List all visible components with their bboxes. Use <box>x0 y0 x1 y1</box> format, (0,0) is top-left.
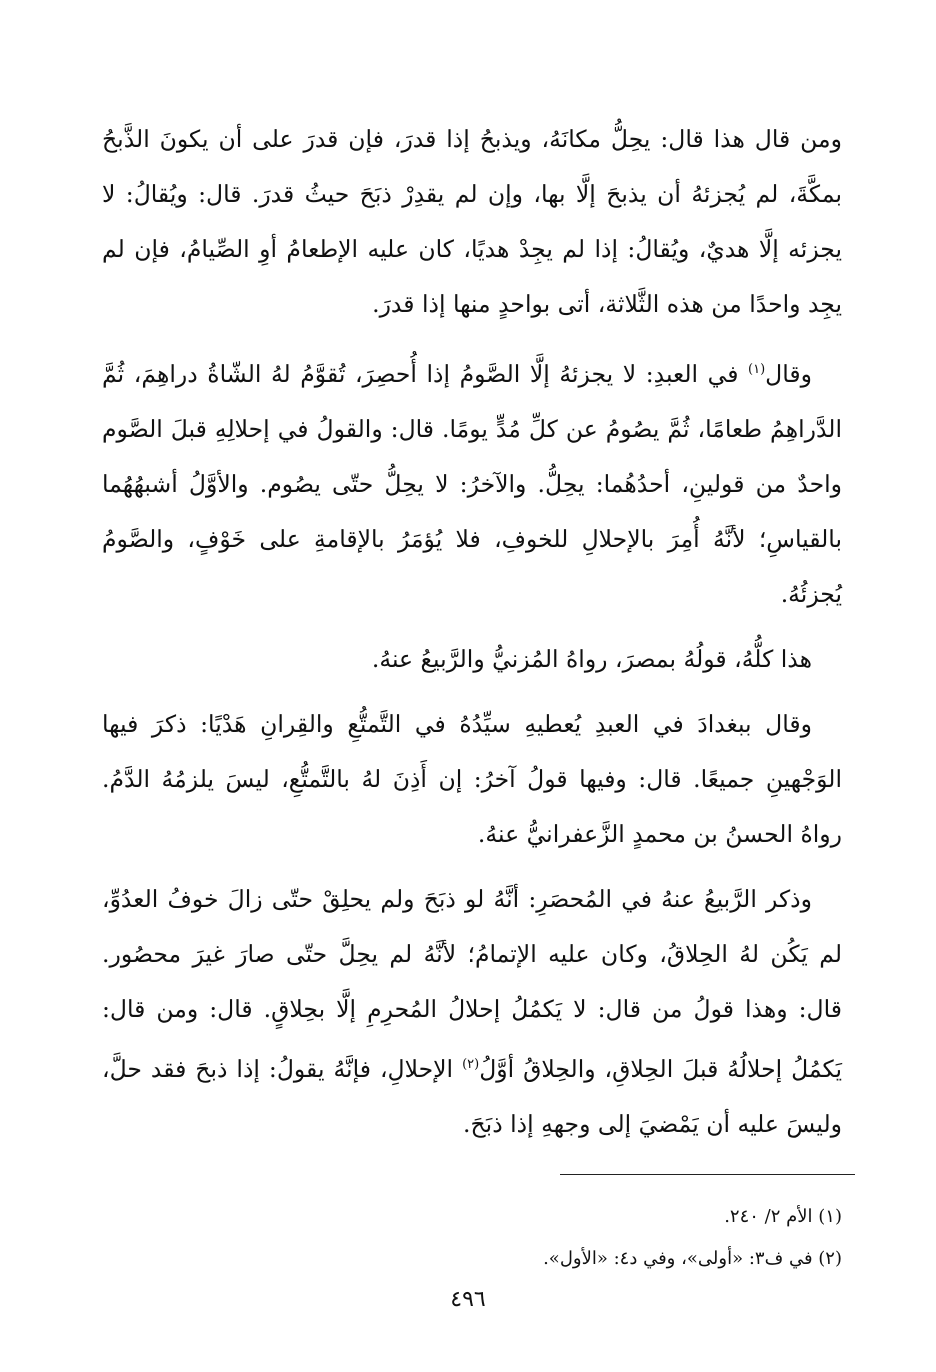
paragraph-text: في العبدِ: لا يجزئهُ إلَّا الصَّومُ إذا أُحصِرَ، تُقوَّمُ لهُ الشّاةُ دراهِمَ، ثُمَّ الدَّراهِمُ طعامًا، ثُمَّ يصُومُ عن كلِّ مُدٍّ يومًا. قال: والقولُ في إحلالِهِ قبلَ الصَّوم واحدٌ من قولينِ، أحدُهُما: يحِلُّ. والآخرُ: لا يحِلُّ حتّى يصُوم. والأوَّلُ أشبهُهُما بالقياسِ؛ لأنَّهُ أُمِرَ بالإحلالِ للخوفِ، فلا يُؤمَرُ بالإقامةِ على خَوْفٍ، والصَّومُ يُجزئُهُ. <box>102 360 842 608</box>
paragraph: ومن قال هذا قال: يحِلُّ مكانَهُ، ويذبحُ إذا قدرَ، فإن قدرَ على أن يكونَ الذَّبحُ بمكَّةَ، لم يُجزئهُ أن يذبحَ إلَّا بها، وإن لم يقدِرْ ذبَحَ حيثُ قدرَ. قال: ويُقالُ: لا يجزئه إلَّا هديٌ، ويُقالُ: إذا لم يجِدْ هديًا، كان عليه الإطعامُ أوِ الصِّيامُ، فإن لم يجِد واحدًا من هذه الثَّلاثة، أتى بواحدٍ منها إذا قدرَ. <box>102 125 842 318</box>
paragraph <box>102 342 842 622</box>
footnote: (١) الأم ٢/ ٢٤٠. <box>724 1206 842 1227</box>
paragraph <box>102 872 842 1152</box>
page-number: ٤٩٦ <box>450 1287 486 1312</box>
page-body <box>102 112 842 1162</box>
footnote-divider <box>560 1174 855 1175</box>
footnote-marker: (١) <box>748 362 766 377</box>
footnote: (٢) في ف٣: «أولى»، وفي د٤: «الأول». <box>543 1248 842 1269</box>
paragraph: هذا كلُّهُ، قولُهُ بمصرَ، رواهُ المُزنيُّ والرَّبيعُ عنهُ. <box>371 645 812 673</box>
paragraph-text: وقال <box>765 360 812 388</box>
paragraph-text: وذكر الرَّبيعُ عنهُ في المُحصَرِ: أنَّهُ لو ذبَحَ ولم يحلِقْ حتّى زالَ خوفُ العدُوِّ، لم يَكُن لهُ الحِلاقُ، وكان عليه الإتمامُ؛ لأنَّهُ لم يحِلَّ حتّى صارَ غيرَ محصُور. قال: وهذا قولُ من قال: لا يَكمُلُ إحلالُ المُحرِمِ إلَّا بحِلاقٍ. قال: ومن قال: يَكمُلُ إحلالُهُ قبلَ الحِلاقِ، والحِلاقُ أوَّلُ <box>102 885 842 1083</box>
footnotes <box>102 1196 842 1280</box>
paragraph: وقال ببغدادَ في العبدِ يُعطيهِ سيِّدُهُ في التَّمتُّعِ والقِرانِ هَدْيًا: ذكرَ فيها الوَجْهينِ جميعًا. قال: وفيها قولُ آخرُ: إن أَذِنَ لهُ بالتَّمتُّعِ، ليسَ يلزمُهُ الدَّمُ. رواهُ الحسنُ بن محمدٍ الزَّعفرانيُّ عنهُ. <box>102 710 842 848</box>
footnote-marker: (٢) <box>462 1057 480 1072</box>
paragraph-text: الإحلالِ، فإنَّهُ يقولُ: إذا ذبحَ فقد حلَّ، وليسَ عليه أن يَمْضيَ إلى وجههِ إذا ذبَحَ. <box>102 1055 842 1138</box>
